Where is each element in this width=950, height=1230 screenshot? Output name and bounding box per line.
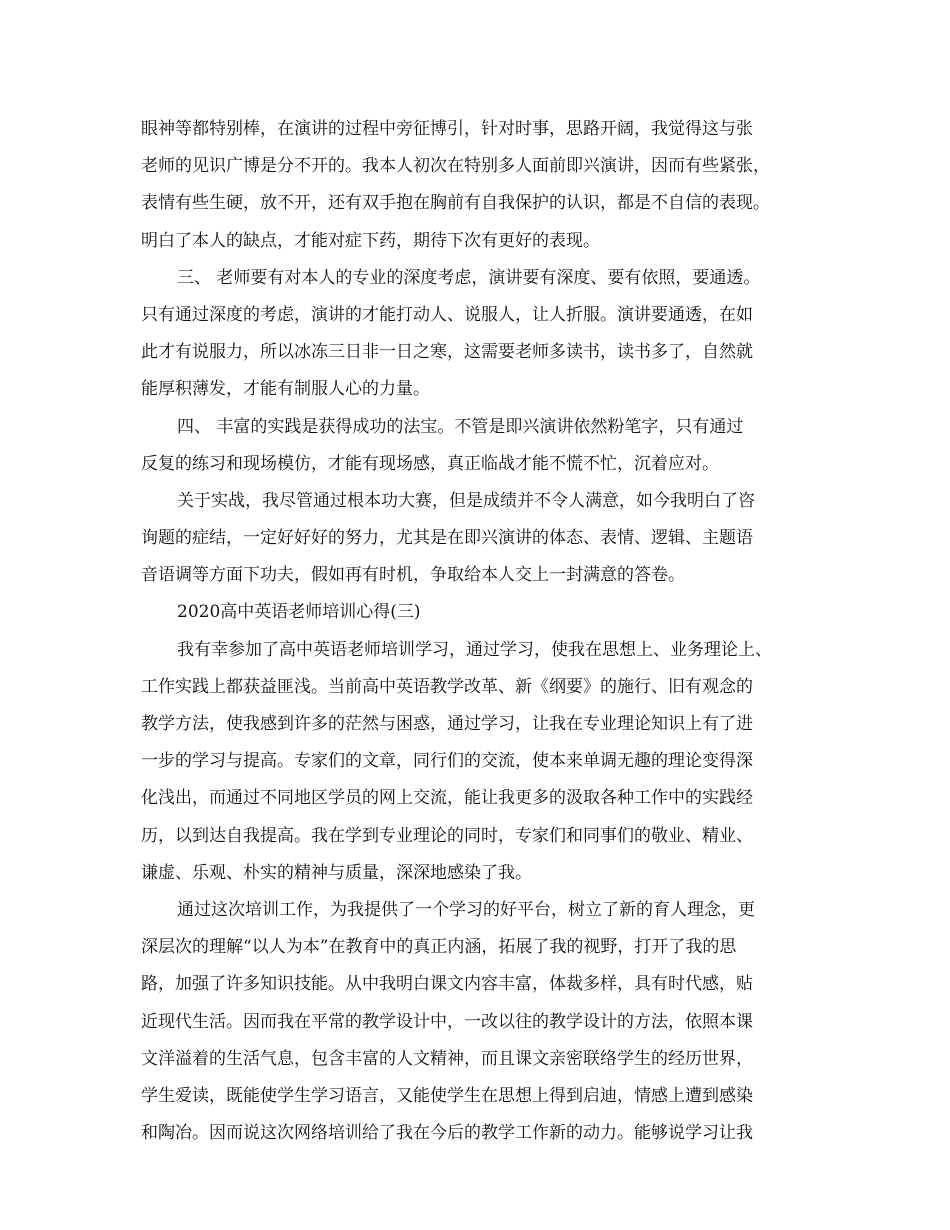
text-line: 路，加强了许多知识技能。从中我明白课文内容丰富，体裁多样，具有时代感，贴: [141, 974, 753, 995]
text-line: 一步的学习与提高。专家们的文章，同行们的交流，使本来单调无趣的理论变得深: [141, 751, 753, 772]
text-line: 能厚积薄发，才能有制服人心的力量。: [141, 379, 430, 400]
text-line: 通过这次培训工作，为我提供了一个学习的好平台，树立了新的育人理念，更: [177, 899, 755, 920]
text-line: 老师的见识广博是分不开的。我本人初次在特别多人面前即兴演讲，因而有些紧张，: [141, 156, 770, 177]
text-line: 只有通过深度的考虑，演讲的才能打动人、说服人，让人折服。演讲要通透，在如: [141, 304, 753, 325]
text-line: 明白了本人的缺点，才能对症下药，期待下次有更好的表现。: [141, 230, 600, 251]
text-line: 学生爱读，既能使学生学习语言，又能使学生在思想上得到启迪，情感上遭到感染: [141, 1085, 753, 1106]
text-line: 谦虚、乐观、朴实的精神与质量，深深地感染了我。: [141, 862, 532, 883]
text-line: 教学方法，使我感到许多的茫然与困惑，通过学习，让我在专业理论知识上有了进: [141, 714, 753, 734]
text-line: 我有幸参加了高中英语老师培训学习，通过学习，使我在思想上、业务理论上、: [177, 639, 772, 660]
text-line: 表情有些生硬，放不开，还有双手抱在胸前有自我保护的认识，都是不自信的表现。: [141, 193, 770, 214]
text-line: 四、 丰富的实践是获得成功的法宝。不管是即兴演讲依然粉笔字，只有通过: [177, 416, 744, 437]
text-line: 询题的症结，一定好好好的努力，尤其是在即兴演讲的体态、表情、逻辑、主题语: [141, 528, 753, 549]
text-line: 音语调等方面下功夫，假如再有时机，争取给本人交上一封满意的答卷。: [141, 565, 685, 586]
document-body: [141, 111, 821, 1152]
text-line: 反复的练习和现场模仿，才能有现场感，真正临战才能不慌不忙，沉着应对。: [141, 453, 719, 474]
text-line: 历，以到达自我提高。我在学到专业理论的同时，专家们和同事们的敬业、精业、: [141, 825, 753, 846]
text-line: 眼神等都特别棒，在演讲的过程中旁征博引，针对时事，思路开阔，我觉得这与张: [141, 119, 753, 139]
text-line: 工作实践上都获益匪浅。当前高中英语教学改革、新《纲要》的施行、旧有观念的: [141, 676, 753, 697]
text-line: 和陶冶。因而说这次网络培训给了我在今后的教学工作新的动力。能够说学习让我: [141, 1123, 753, 1144]
text-line: 关于实战，我尽管通过根本功大赛，但是成绩并不令人满意，如今我明白了咨: [177, 490, 755, 511]
text-line: 近现代生活。因而我在平常的教学设计中，一改以往的教学设计的方法，依照本课: [141, 1011, 753, 1032]
text-line: 此才有说服力，所以冰冻三日非一日之寒，这需要老师多读书，读书多了，自然就: [141, 342, 753, 363]
text-line: 深层次的理解“以人为本”在教育中的真正内涵，拓展了我的视野，打开了我的思: [141, 937, 737, 958]
text-line: 2020高中英语老师培训心得(三): [177, 602, 421, 623]
text-line: 文洋溢着的生活气息，包含丰富的人文精神，而且课文亲密联络学生的经历世界，: [141, 1048, 753, 1069]
text-line: 三、 老师要有对本人的专业的深度考虑，演讲要有深度、要有依照，要通透。: [177, 267, 761, 288]
text-line: 化浅出，而通过不同地区学员的网上交流，能让我更多的汲取各种工作中的实践经: [141, 788, 753, 809]
